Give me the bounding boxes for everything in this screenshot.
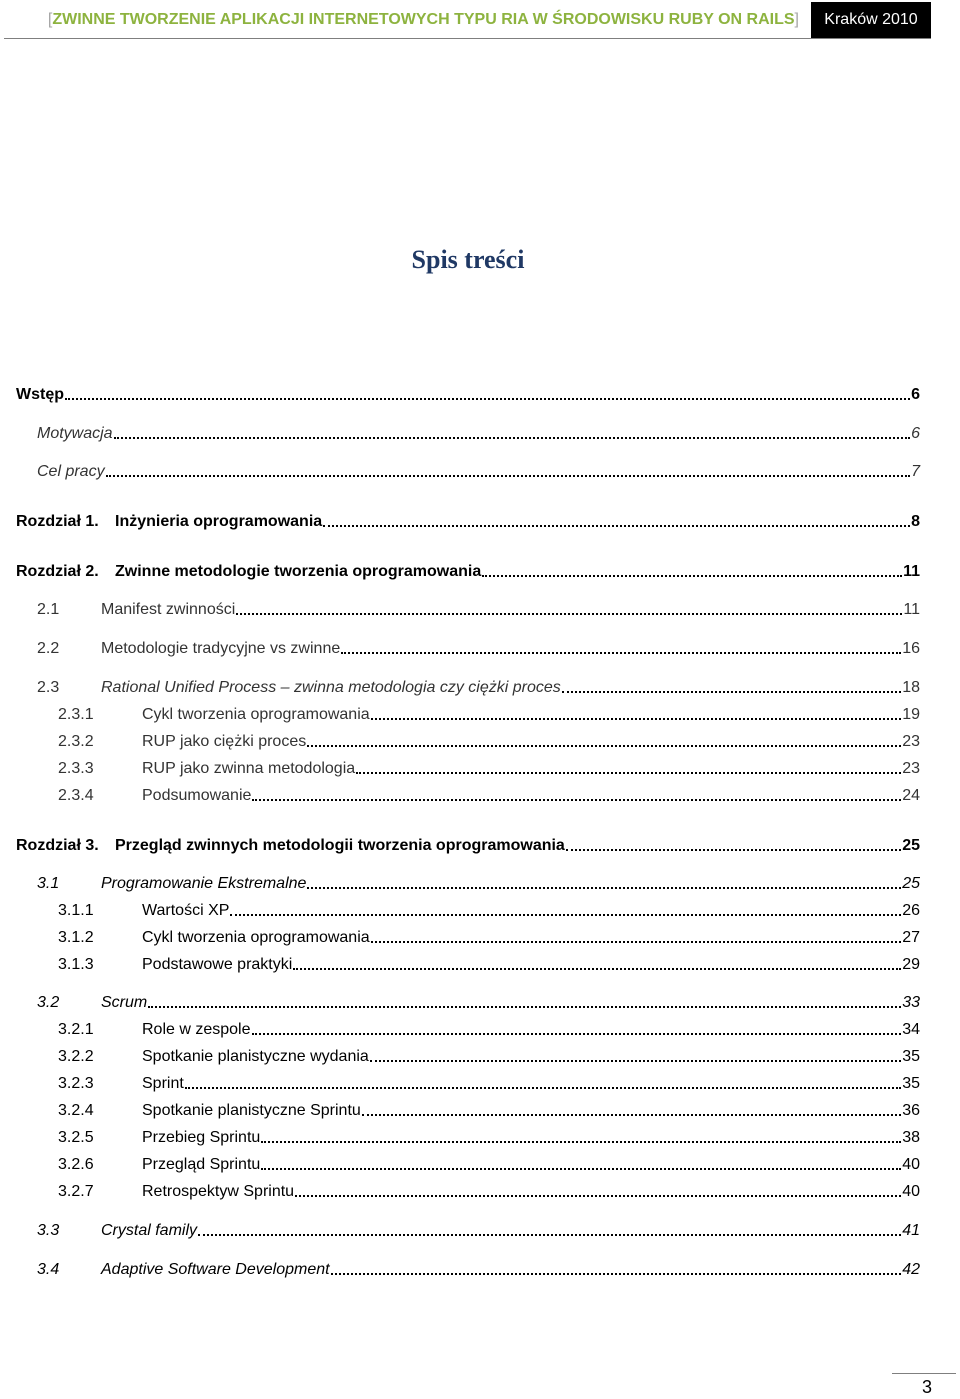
toc-entry-page: 40: [902, 1183, 920, 1200]
toc-entry[interactable]: [58, 1156, 920, 1174]
toc-entry-page: 35: [902, 1075, 920, 1092]
toc-entry[interactable]: [58, 706, 920, 724]
toc-entry-title: Retrospektyw Sprintu: [142, 1183, 295, 1200]
toc-entry-title: Wstęp: [16, 386, 64, 403]
toc-entry-page: 25: [902, 837, 920, 854]
toc-entry-title: Inżynieria oprogramowania: [115, 513, 323, 530]
header-title: [48, 11, 799, 29]
toc-entry-title: Przegląd Sprintu: [142, 1156, 261, 1173]
toc-leader-dots: [362, 1114, 901, 1116]
toc-entry-number: 2.3.1: [58, 706, 94, 723]
toc-entry-title: Przebieg Sprintu: [142, 1129, 261, 1146]
toc-entry-number: 2.3.2: [58, 733, 94, 750]
toc-entry-page: 35: [902, 1048, 920, 1065]
toc-entry-number: 3.2.6: [58, 1156, 94, 1173]
toc-entry-number: 3.2.4: [58, 1102, 94, 1119]
toc-entry[interactable]: [37, 463, 920, 481]
toc-entry-number: 3.2: [37, 994, 60, 1011]
toc-entry-number: 2.3.3: [58, 760, 94, 777]
toc-entry-title: Cykl tworzenia oprogramowania: [142, 929, 370, 946]
footer-divider: [892, 1373, 956, 1374]
toc-leader-dots: [566, 849, 901, 851]
toc-leader-dots: [293, 968, 901, 970]
toc-entry-number: 3.2.2: [58, 1048, 94, 1065]
toc-leader-dots: [252, 1033, 902, 1035]
header-title-text: ZWINNE TWORZENIE APLIKACJI INTERNETOWYCH TYPU RIA W ŚRODOWISKU RUBY ON RAILS: [52, 11, 795, 28]
toc-entry-number: 2.1: [37, 601, 60, 618]
page-title: Spis treści: [411, 245, 525, 274]
toc-entry-page: 40: [902, 1156, 920, 1173]
toc-entry-title: Scrum: [101, 994, 148, 1011]
toc-entry-number: 3.2.1: [58, 1021, 94, 1038]
toc-entry-number: 2.3: [37, 679, 60, 696]
toc-entry-title: Manifest zwinności: [101, 601, 236, 618]
toc-entry-page: 24: [902, 787, 920, 804]
toc-entry[interactable]: [58, 956, 920, 974]
toc-leader-dots: [65, 398, 910, 400]
toc-leader-dots: [370, 1060, 901, 1062]
toc-entry-page: 6: [911, 386, 920, 403]
header-city-year: Kraków 2010: [811, 2, 931, 38]
toc-entry-page: 26: [902, 902, 920, 919]
toc-entry-page: 33: [902, 994, 920, 1011]
toc-leader-dots: [198, 1234, 901, 1236]
toc-leader-dots: [148, 1006, 901, 1008]
toc-leader-dots: [261, 1168, 901, 1170]
toc-entry-number: 3.2.3: [58, 1075, 94, 1092]
toc-entry-number: 2.2: [37, 640, 60, 657]
toc-entry-number: 3.1.3: [58, 956, 94, 973]
toc-entry-title: Metodologie tradycyjne vs zwinne: [101, 640, 341, 657]
toc-entry-number: 3.2.7: [58, 1183, 94, 1200]
toc-entry-title: Spotkanie planistyczne Sprintu: [142, 1102, 361, 1119]
toc-leader-dots: [261, 1141, 901, 1143]
toc-leader-dots: [252, 799, 901, 801]
toc-entry-number: 3.1.2: [58, 929, 94, 946]
toc-entry-title: Cel pracy: [37, 463, 105, 480]
toc-entry-title: Motywacja: [37, 425, 113, 442]
toc-entry-number: 3.1: [37, 875, 60, 892]
toc-entry-title: Przegląd zwinnych metodologii tworzenia oprogramowania: [115, 837, 565, 854]
toc-entry-page: 11: [903, 563, 920, 580]
toc-leader-dots: [106, 475, 911, 477]
toc-entry[interactable]: [37, 679, 920, 697]
toc-entry[interactable]: [37, 601, 920, 619]
toc-entry-title: Crystal family: [101, 1222, 198, 1239]
toc-entry-title: Wartości XP: [142, 902, 230, 919]
toc-entry[interactable]: [37, 425, 920, 443]
header-bracket-open: [: [47, 11, 53, 28]
toc-entry-page: 7: [911, 463, 920, 480]
toc-entry-page: 23: [902, 733, 920, 750]
toc-entry[interactable]: [37, 1222, 920, 1240]
toc-entry[interactable]: [16, 563, 920, 581]
toc-entry-number: 3.1.1: [58, 902, 94, 919]
toc-leader-dots: [341, 652, 901, 654]
toc-leader-dots: [307, 745, 901, 747]
toc-entry-page: 42: [902, 1261, 920, 1278]
toc-entry-page: 16: [902, 640, 920, 657]
toc-leader-dots: [295, 1195, 901, 1197]
toc-entry-page: 41: [902, 1222, 920, 1239]
toc-entry-title: Rational Unified Process – zwinna metodologia czy ciężki proces: [101, 679, 561, 696]
toc-leader-dots: [114, 437, 911, 439]
toc-entry[interactable]: [16, 837, 920, 855]
toc-leader-dots: [307, 887, 901, 889]
toc-leader-dots: [230, 914, 901, 916]
toc-leader-dots: [371, 718, 902, 720]
toc-entry[interactable]: [58, 1021, 920, 1039]
toc-entry-page: 25: [902, 875, 920, 892]
page-number: 3: [921, 1377, 932, 1397]
toc-entry-number: 2.3.4: [58, 787, 94, 804]
toc-entry-title: Cykl tworzenia oprogramowania: [142, 706, 370, 723]
toc-entry-title: RUP jako ciężki proces: [142, 733, 307, 750]
toc-entry[interactable]: [58, 1183, 920, 1201]
toc-entry-page: 6: [911, 425, 920, 442]
toc-entry-title: Zwinne metodologie tworzenia oprogramowania: [115, 563, 482, 580]
header-bracket-close: ]: [794, 11, 799, 28]
toc-leader-dots: [371, 941, 902, 943]
toc-entry-page: 34: [902, 1021, 920, 1038]
toc-entry-number: Rozdział 2.: [16, 563, 99, 580]
toc-entry[interactable]: [58, 1075, 920, 1093]
toc-entry[interactable]: [58, 929, 920, 947]
running-header: [4, 2, 931, 39]
toc-entry-page: 27: [902, 929, 920, 946]
toc-entry-number: 3.4: [37, 1261, 60, 1278]
toc-entry-page: 11: [903, 601, 920, 618]
toc-entry-page: 8: [911, 513, 920, 530]
toc-entry[interactable]: [37, 875, 920, 893]
toc-leader-dots: [185, 1087, 901, 1089]
toc-entry-page: 19: [902, 706, 920, 723]
toc-entry-number: Rozdział 1.: [16, 513, 99, 530]
toc-entry-title: Adaptive Software Development: [101, 1261, 330, 1278]
toc-entry[interactable]: [58, 760, 920, 778]
toc-entry-page: 36: [902, 1102, 920, 1119]
toc-entry[interactable]: [58, 902, 920, 920]
toc-entry[interactable]: [58, 733, 920, 751]
toc-leader-dots: [562, 691, 901, 693]
toc-entry[interactable]: [16, 386, 920, 404]
toc-entry-number: 3.2.5: [58, 1129, 94, 1146]
toc-entry-title: Programowanie Ekstremalne: [101, 875, 307, 892]
toc-entry[interactable]: [58, 1129, 920, 1147]
toc-leader-dots: [323, 525, 910, 527]
toc-entry-page: 18: [902, 679, 920, 696]
toc-leader-dots: [331, 1273, 902, 1275]
toc-leader-dots: [236, 613, 902, 615]
toc-entry-title: Sprint: [142, 1075, 184, 1092]
toc-leader-dots: [356, 772, 901, 774]
toc-entry[interactable]: [58, 1048, 920, 1066]
toc-entry-title: Spotkanie planistyczne wydania: [142, 1048, 369, 1065]
toc-entry-page: 38: [902, 1129, 920, 1146]
toc-entry-title: Role w zespole: [142, 1021, 251, 1038]
toc-entry-page: 23: [902, 760, 920, 777]
toc-entry-title: Podsumowanie: [142, 787, 252, 804]
toc-entry-title: Podstawowe praktyki: [142, 956, 293, 973]
toc-entry[interactable]: [37, 994, 920, 1012]
toc-entry[interactable]: [16, 513, 920, 531]
toc-leader-dots: [482, 575, 902, 577]
toc-entry-number: 3.3: [37, 1222, 60, 1239]
toc-entry-page: 29: [902, 956, 920, 973]
toc-entry-title: RUP jako zwinna metodologia: [142, 760, 356, 777]
toc-entry[interactable]: [37, 640, 920, 658]
toc-entry[interactable]: [58, 1102, 920, 1120]
toc-entry[interactable]: [58, 787, 920, 805]
toc-entry-number: Rozdział 3.: [16, 837, 99, 854]
toc-entry[interactable]: [37, 1261, 920, 1279]
